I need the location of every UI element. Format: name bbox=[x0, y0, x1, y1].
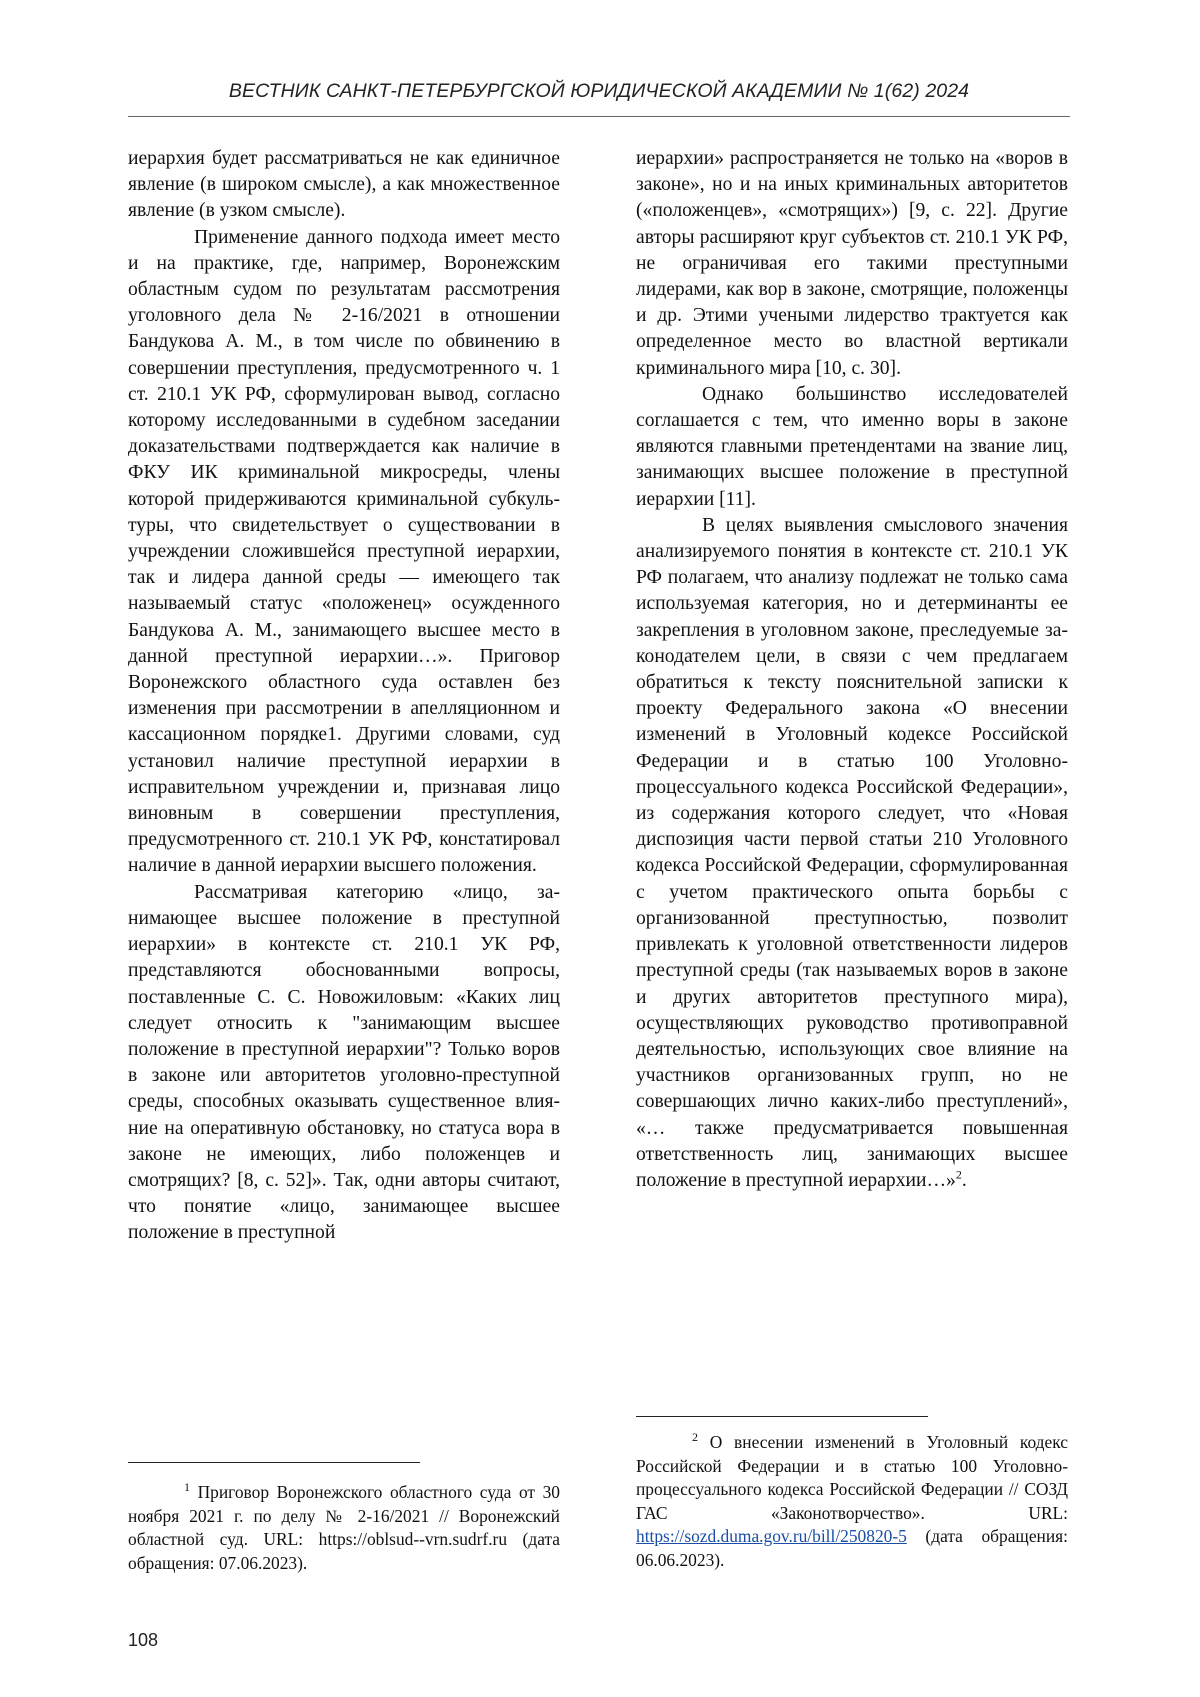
left-paragraph-2: Применение данного подхода имеет место и на практике, где, например, Воронежским областным судом по результатам рассмотрения уголовного дела № 2-16/2021 в отношении Бандукова А. М., в том числе по обвинению в совершении преступления, предусмотренного ч. 1 ст. 210.1 УК РФ, сформулирован вывод, согласно которому исследованными в судебном заседании доказательствами подтверждается как наличие в ФКУ ИК криминальной микросреды, члены которой придерживаются криминальной субкультуры, что свидетельствует о существовании в учреждении сложившейся преступной иерархии, так и лидера данной среды — имеющего так называемый статус «положенец» осужденного Бандукова А. М., занимающего высшее место в данной преступной иерархии…». Приговор Воронежского областного суда оставлен без изменения при рассмотрении в апелляционном и кассационном порядке1. Другими словами, суд установил наличие преступной иерархии в исправительном учреждении и, признавая лицо виновным в совершении преступления, предусмотренного ст. 210.1 УК РФ, констатировал наличие в данной иерархии высшего положения. bbox=[128, 226, 560, 877]
running-header: ВЕСТНИК САНКТ-ПЕТЕРБУРГСКОЙ ЮРИДИЧЕСКОЙ АКАДЕМИИ № 1(62) 2024 bbox=[228, 80, 970, 102]
footnote-divider-right bbox=[636, 1416, 928, 1417]
footnote-1 bbox=[128, 1481, 560, 1575]
header-divider bbox=[128, 116, 1070, 117]
page-number: 108 bbox=[128, 1630, 159, 1650]
footnote-2 bbox=[636, 1431, 1068, 1573]
footnote-divider-left bbox=[128, 1462, 420, 1463]
left-column bbox=[128, 146, 560, 1247]
footnote-2-tail: (дата обращения: 06.06.2023). bbox=[636, 1526, 1068, 1570]
left-paragraph-3: Рассматривая категорию «лицо, занимающее высшее положение в преступной иерархии» в контексте ст. 210.1 УК РФ, представляются обоснованными вопросы, поставленные С. С. Новожиловым: «Каких лиц следует относить к "занимающим высшее положение в преступной иерархии"? Только воров в законе или авторитетов уголовно-преступной среды, способных оказывать существенное влияние на оперативную обстановку, но статуса вора в законе не имеющих, либо положенцев и смотрящих? [8, с. 52]». Так, одни авторы считают, что понятие «лицо, занимающее высшее положение в преступной bbox=[128, 881, 560, 1244]
right-paragraph-2: Однако большинство исследователей соглашается с тем, что именно воры в законе являются главными претендентами на звание лиц, занимающих высшее положение в преступной иерархии [11]. bbox=[636, 383, 1068, 510]
footnote-1-mark: 1 bbox=[184, 1480, 190, 1495]
right-paragraph-3-text: В целях выявления смыслового значения анализируемого понятия в контексте ст. 210.1 УК РФ полагаем, что анализу подлежат не только сама используемая категория, но и детерминанты ее закрепления в уголовном законе, преследуемые законодателем цели, в связи с чем предлагаем обратиться к тексту пояснительной записки к проекту Федерального закона «О внесении изменений в Уголовный кодексе Российской Федерации и в статью 100 Уголовно-процессуального кодекса Российской Федерации», из содержания которого следует, что «Новая диспозиция части первой статьи 210 Уголовного кодекса Российской Федерации, сформулированная с учетом практического опыта борьбы с организованной преступностью, позволит привлекать к уголовной ответственности лидеров преступной среды (так называемых воров в законе и других авторитетов преступного мира), осуществляющих руководство противоправной деятельностью, использующих свое влияние на участников организованных групп, но не совершающих лично каких-либо преступлений», «… также предусматривается повышенная ответственность лиц, занимающих высшее положение в преступной иерархии…» bbox=[636, 514, 1068, 1191]
footnote-2-mark: 2 bbox=[692, 1430, 698, 1445]
footnote-2-link[interactable]: https://sozd.duma.gov.ru/bill/250820-5 bbox=[636, 1526, 907, 1547]
footnote-1-text: Приговор Воронежского областного суда от 30 ноября 2021 г. по делу № 2-16/2021 // Воронежский областной суд. URL: https://oblsud--vrn.sudrf.ru (дата обращения: 07.06.2023). bbox=[128, 1482, 560, 1573]
right-paragraph-1: иерархии» распространяется не только на «воров в законе», но и на иных криминальных авторитетов («положенцев», «смотрящих») [9, с. 22]. Другие авторы расширяют круг субъектов ст. 210.1 УК РФ, не ограничивая его такими преступными лидерами, как вор в законе, смотрящие, положенцы и др. Этими учеными лидерство трактуется как определенное место во властной вертикали криминального мира [10, с. 30]. bbox=[636, 148, 1068, 379]
footnote-2-text: О внесении изменений в Уголовный кодекс Российской Федерации и в статью 100 Уголовно-процессуального кодекса Российской Федерации // СОЗД ГАС «Законотворчество». URL: bbox=[636, 1432, 1068, 1523]
right-paragraph-3-end: . bbox=[961, 1169, 967, 1191]
right-column bbox=[636, 146, 1068, 1194]
left-paragraph-1: иерархия будет рассматриваться не как единичное явление (в широком смысле), а как множественное явление (в узком смысле). bbox=[128, 148, 560, 222]
right-paragraph-3 bbox=[636, 513, 1068, 1194]
footnote-ref-2[interactable]: 2 bbox=[955, 1167, 962, 1182]
